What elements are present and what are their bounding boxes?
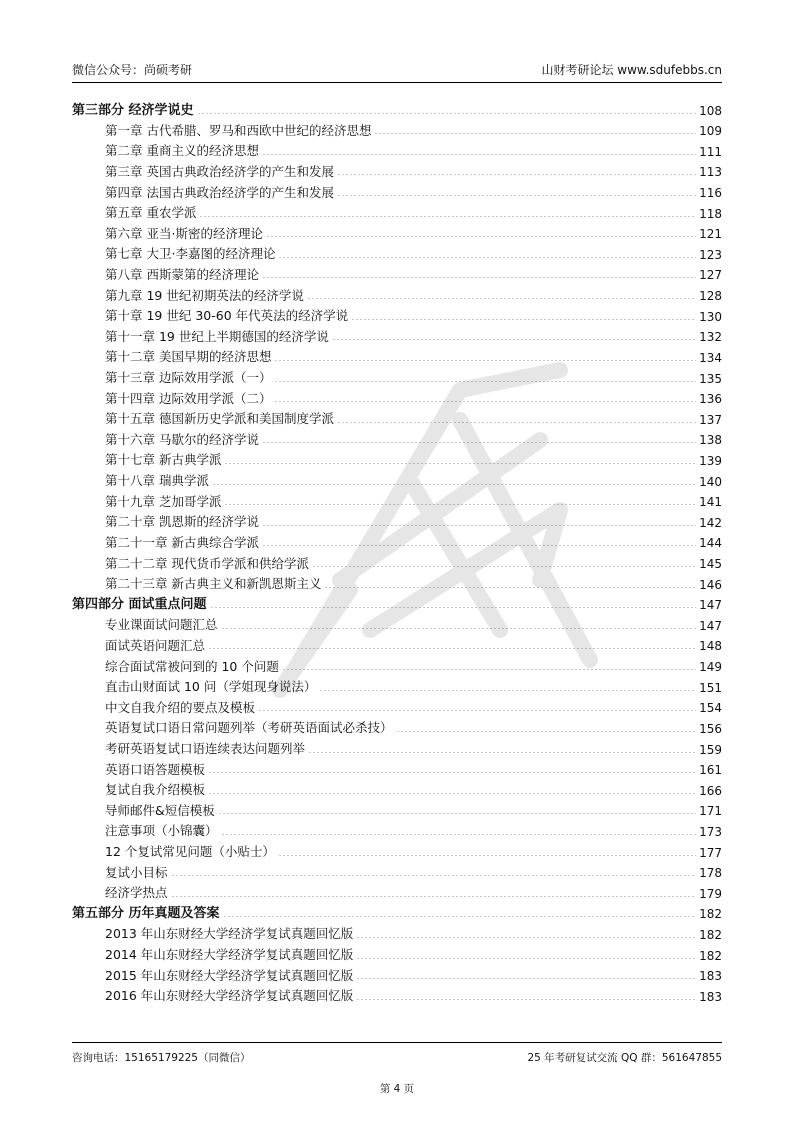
toc-entry[interactable] [72,508,722,529]
toc-entry-title: 第一章 古代希腊、罗马和西欧中世纪的经济思想 [105,122,372,138]
toc-entry-page: 108 [699,103,722,118]
toc-entry-page: 113 [699,165,722,180]
toc-entry[interactable] [72,570,722,591]
toc-entry-page: 146 [699,577,722,592]
toc-entry-page: 135 [699,371,722,386]
toc-entry[interactable] [72,941,722,962]
toc-entry-page: 166 [699,783,722,798]
toc-entry[interactable] [72,426,722,447]
dot-leader [278,855,696,856]
page-number: 第 4 页 [379,1083,415,1095]
toc-entry-title: 第五部分 历年真题及答案 [72,906,220,922]
toc-entry-title: 第七章 大卫·李嘉图的经济理论 [105,246,276,262]
toc-entry-title: 直击山财面试 10 问（学姐现身说法） [105,679,317,695]
dot-leader [274,360,696,361]
toc-entry-title: 第三部分 经济学说史 [72,102,194,118]
toc-entry-title: 2015 年山东财经大学经济学复试真题回忆版 [105,967,354,983]
toc-entry-page: 136 [699,392,722,407]
toc-entry-page: 151 [699,680,722,695]
toc-entry-title: 2016 年山东财经大学经济学复试真题回忆版 [105,988,354,1004]
toc-entry[interactable] [72,178,722,199]
toc-entry-title: 专业课面试问题汇总 [105,617,218,633]
dot-leader [262,442,696,443]
toc-entry-title: 第二十三章 新古典主义和新凯恩斯主义 [105,576,322,592]
dot-leader [262,525,696,526]
toc-part-heading[interactable] [72,96,722,117]
header-wechat-account: 微信公众号：尚硕考研 [72,63,193,77]
toc-entry-page: 182 [699,948,722,963]
toc-entry-title: 第二十章 凯恩斯的经济学说 [105,514,259,530]
dot-leader [337,174,696,175]
dot-leader [197,113,697,114]
toc-entry-title: 注意事项（小锦囊） [105,823,218,839]
header-divider [72,82,722,83]
toc-entry-page: 144 [699,536,722,551]
dot-leader [171,896,697,897]
toc-entry-page: 141 [699,495,722,510]
toc-entry[interactable] [72,446,722,467]
toc-entry[interactable] [72,817,722,838]
toc-entry[interactable] [72,694,722,715]
dot-leader [224,463,696,464]
toc-entry-page: 182 [699,907,722,922]
toc-entry[interactable] [72,220,722,241]
toc-entry[interactable] [72,117,722,138]
toc-entry-title: 第十一章 19 世纪上半期德国的经济学说 [105,328,329,344]
dot-leader [307,298,696,299]
toc-entry[interactable] [72,549,722,570]
toc-entry-page: 154 [699,701,722,716]
toc-entry-page: 132 [699,330,722,345]
dot-leader [312,566,696,567]
toc-entry[interactable] [72,199,722,220]
toc-entry-title: 英语口语答题模板 [105,761,206,777]
toc-entry-title: 第十六章 马歇尔的经济学说 [105,431,259,447]
toc-entry-title: 第十四章 边际效用学派（二） [105,390,272,406]
dot-leader [262,545,696,546]
toc-entry-title: 12 个复试常见问题（小贴士） [105,844,275,860]
dot-leader [337,195,696,196]
toc-part-heading[interactable] [72,591,722,612]
toc-entry-title: 英语复试口语日常问题列举（考研英语面试必杀技） [105,720,393,736]
dot-leader [208,648,696,649]
toc-entry-title: 第十八章 瑞典学派 [105,473,209,489]
footer-phone: 咨询电话：15165179225（同微信） [72,1052,251,1064]
toc-entry-title: 第二章 重商主义的经济思想 [105,143,259,159]
toc-entry-title: 第三章 英国古典政治经济学的产生和发展 [105,163,334,179]
toc-entry[interactable] [72,879,722,900]
dot-leader [208,772,696,773]
toc-entry-page: 142 [699,515,722,530]
toc-entry[interactable] [72,652,722,673]
toc-entry-page: 179 [699,886,722,901]
toc-entry-title: 综合面试常被问到的 10 个问题 [105,658,279,674]
toc-entry-page: 137 [699,412,722,427]
toc-entry-page: 139 [699,453,722,468]
toc-entry[interactable] [72,859,722,880]
toc-entry-title: 经济学热点 [105,885,168,901]
toc-entry-page: 183 [699,989,722,1004]
dot-leader [223,916,697,917]
toc-entry[interactable] [72,838,722,859]
dot-leader [274,381,696,382]
toc-entry[interactable] [72,343,722,364]
toc-entry[interactable] [72,302,722,323]
toc-entry[interactable] [72,982,722,1003]
toc-entry[interactable] [72,611,722,632]
toc-entry-page: 148 [699,639,722,654]
dot-leader [208,793,696,794]
toc-entry-page: 149 [699,660,722,675]
toc-entry[interactable] [72,714,722,735]
table-of-contents [72,96,722,1003]
toc-entry-page: 116 [699,186,722,201]
dot-leader [356,978,696,979]
toc-entry-title: 中文自我介绍的要点及模板 [105,699,256,715]
page-footer [72,1050,722,1065]
dot-leader [319,690,696,691]
toc-entry-page: 161 [699,763,722,778]
toc-entry-title: 第四部分 面试重点问题 [72,597,207,613]
toc-entry-title: 第十七章 新古典学派 [105,452,222,468]
toc-entry-title: 第九章 19 世纪初期英法的经济学说 [105,287,304,303]
dot-leader [266,236,696,237]
toc-entry-title: 第十二章 美国早期的经济思想 [105,349,272,365]
toc-entry-title: 2013 年山东财经大学经济学复试真题回忆版 [105,926,354,942]
dot-leader [218,813,696,814]
dot-leader [308,752,696,753]
dot-leader [337,422,696,423]
toc-entry-page: 118 [699,206,722,221]
toc-entry-page: 109 [699,124,722,139]
dot-leader [274,401,696,402]
toc-entry-page: 145 [699,557,722,572]
toc-entry-page: 130 [699,309,722,324]
toc-entry-page: 134 [699,350,722,365]
toc-entry[interactable] [72,323,722,344]
dot-leader [171,875,697,876]
toc-entry-title: 考研英语复试口语连续表达问题列举 [105,741,306,756]
toc-entry[interactable] [72,405,722,426]
toc-entry-page: 123 [699,247,722,262]
toc-entry[interactable] [72,797,722,818]
dot-leader [199,216,696,217]
toc-entry[interactable] [72,776,722,797]
toc-entry-title: 第十五章 德国新历史学派和美国制度学派 [105,411,334,427]
header-forum-site: 山财考研论坛 www.sdufebbs.cn [541,63,722,77]
toc-entry-title: 第四章 法国古典政治经济学的产生和发展 [105,184,334,200]
toc-entry-title: 第二十一章 新古典综合学派 [105,534,259,550]
toc-entry-page: 178 [699,866,722,881]
toc-entry-title: 面试英语问题汇总 [105,637,206,653]
dot-leader [221,628,697,629]
dot-leader [262,277,696,278]
dot-leader [212,484,696,485]
toc-entry-page: 177 [699,845,722,860]
dot-leader [224,504,696,505]
toc-entry[interactable] [72,158,722,179]
toc-entry[interactable] [72,240,722,261]
toc-entry[interactable] [72,261,722,282]
dot-leader [282,669,696,670]
dot-leader [258,710,696,711]
toc-entry[interactable] [72,364,722,385]
dot-leader [221,834,697,835]
dot-leader [324,587,696,588]
toc-entry[interactable] [72,632,722,653]
toc-entry[interactable] [72,281,722,302]
toc-entry[interactable] [72,673,722,694]
toc-entry[interactable] [72,756,722,777]
toc-entry-page: 182 [699,927,722,942]
toc-entry-page: 173 [699,824,722,839]
dot-leader [210,607,697,608]
toc-entry[interactable] [72,137,722,158]
toc-entry-page: 138 [699,433,722,448]
page-header [72,56,722,78]
dot-leader [356,937,696,938]
toc-entry-title: 第八章 西斯蒙第的经济理论 [105,266,259,282]
toc-part-heading[interactable] [72,900,722,921]
dot-leader [262,154,696,155]
toc-entry-title: 导师邮件&短信模板 [105,802,215,818]
toc-entry-page: 127 [699,268,722,283]
toc-entry[interactable] [72,529,722,550]
toc-entry-page: 147 [699,598,722,613]
toc-entry-page: 147 [699,618,722,633]
toc-entry[interactable] [72,385,722,406]
toc-entry-title: 复试自我介绍模板 [105,782,206,798]
dot-leader [374,133,696,134]
toc-entry-title: 复试小目标 [105,864,168,880]
toc-entry-title: 第十三章 边际效用学派（一） [105,370,272,386]
toc-entry-page: 111 [699,144,722,159]
dot-leader [332,339,696,340]
dot-leader [351,319,696,320]
toc-entry-page: 171 [699,804,722,819]
toc-entry[interactable] [72,735,722,756]
toc-entry-title: 第十九章 芝加哥学派 [105,493,222,509]
toc-entry-title: 第二十二章 现代货币学派和供给学派 [105,555,309,571]
toc-entry-title: 第六章 亚当·斯密的经济理论 [105,225,263,241]
toc-entry-page: 183 [699,969,722,984]
toc-entry-title: 2014 年山东财经大学经济学复试真题回忆版 [105,947,354,963]
toc-entry[interactable] [72,467,722,488]
toc-entry[interactable] [72,488,722,509]
footer-divider [72,1042,722,1043]
toc-entry-page: 128 [699,289,722,304]
dot-leader [356,958,696,959]
toc-entry[interactable] [72,962,722,983]
toc-entry-page: 156 [699,721,722,736]
toc-entry-page: 121 [699,227,722,242]
toc-entry-page: 140 [699,474,722,489]
toc-entry[interactable] [72,920,722,941]
footer-qq-group: 25 年考研复试交流 QQ 群：561647855 [527,1052,722,1064]
dot-leader [278,257,696,258]
dot-leader [396,731,697,732]
toc-entry-title: 第五章 重农学派 [105,205,197,221]
dot-leader [356,999,696,1000]
toc-entry-title: 第十章 19 世纪 30-60 年代英法的经济学说 [105,308,349,324]
toc-entry-page: 159 [699,742,722,757]
